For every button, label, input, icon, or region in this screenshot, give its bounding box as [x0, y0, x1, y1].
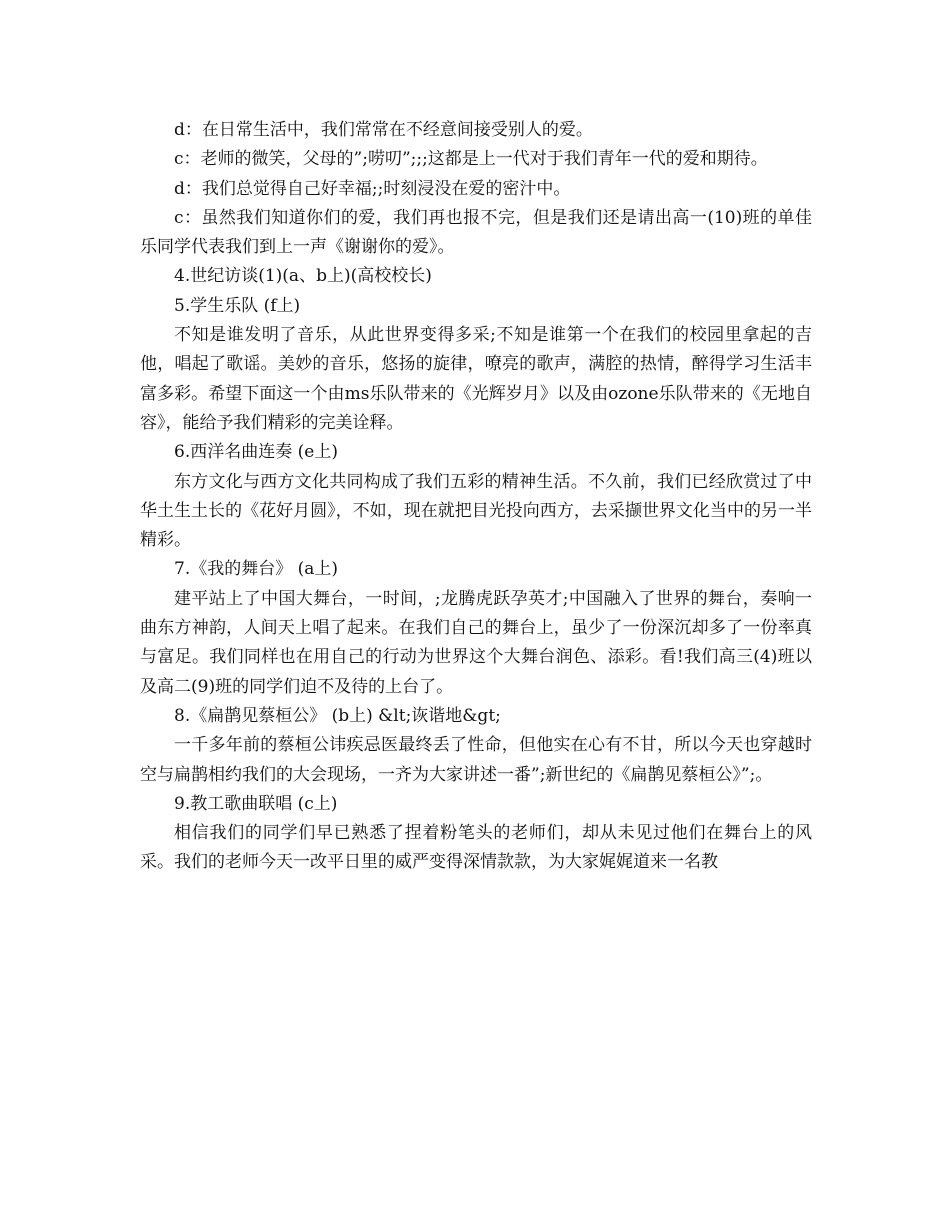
section-heading: 9.教工歌曲联唱 (c上): [174, 793, 338, 814]
paragraph: 东方文化与西方文化共同构成了我们五彩的精神生活。不久前，我们已经欣赏过了中华土生土长的《花好月圆》，不如，现在就把目光投向西方，去采撷世界文化当中的另一半精彩。: [140, 471, 812, 551]
paragraph: 不知是谁发明了音乐，从此世界变得多采;不知是谁第一个在我们的校园里拿起的吉他，唱起了歌谣。美妙的音乐，悠扬的旋律，嘹亮的歌声，满腔的热情，醉得学习生活丰富多彩。希望下面这一个由ms乐队带来的《光辉岁月》以及由ozone乐队带来的《无地自容》，能给予我们精彩的完美诠释。: [140, 325, 812, 433]
section-heading: 4.世纪访谈(1)(a、b上)(高校校长): [174, 266, 432, 287]
paragraph: d：在日常生活中，我们常常在不经意间接受别人的爱。: [174, 120, 593, 140]
paragraph: 相信我们的同学们早已熟悉了捏着粉笔头的老师们，却从未见过他们在舞台上的风采。我们的老师今天一改平日里的威严变得深情款款，为大家娓娓道来一名教: [140, 823, 812, 873]
paragraph: c：虽然我们知道你们的爱，我们再也报不完，但是我们还是请出高一(10)班的单佳乐同学代表我们到上一声《谢谢你的爱》。: [140, 207, 812, 258]
section-heading: 6.西洋名曲连奏 (e上): [174, 442, 338, 463]
paragraph: c：老师的微笑，父母的”;唠叨”;;;这都是上一代对于我们青年一代的爱和期待。: [174, 149, 768, 170]
paragraph: 建平站上了中国大舞台，一时间，;龙腾虎跃孕英才;中国融入了世界的舞台，奏响一曲东方神韵，人间天上唱了起来。在我们自己的舞台上，虽少了一份深沉却多了一份率真与富足。我们同样也在用自己的行动为世界这个大舞台润色、添彩。看!我们高三(4)班以及高二(9)班的同学们迫不及待的上台了。: [140, 588, 812, 697]
section-heading: 5.学生乐队 (f上): [174, 295, 301, 316]
section-heading: 7.《我的舞台》 (a上): [174, 559, 339, 580]
paragraph: d：我们总觉得自己好幸福;;时刻浸没在爱的密汁中。: [174, 178, 571, 199]
paragraph: 一千多年前的蔡桓公讳疾忌医最终丢了性命，但他实在心有不甘，所以今天也穿越时空与扁鹊相约我们的大会现场，一齐为大家讲述一番”;新世纪的《扁鹊见蔡桓公》”;。: [140, 735, 812, 785]
document-body: [140, 116, 812, 878]
section-heading: 8.《扁鹊见蔡桓公》 (b上) &lt;诙谐地&gt;: [174, 705, 501, 726]
